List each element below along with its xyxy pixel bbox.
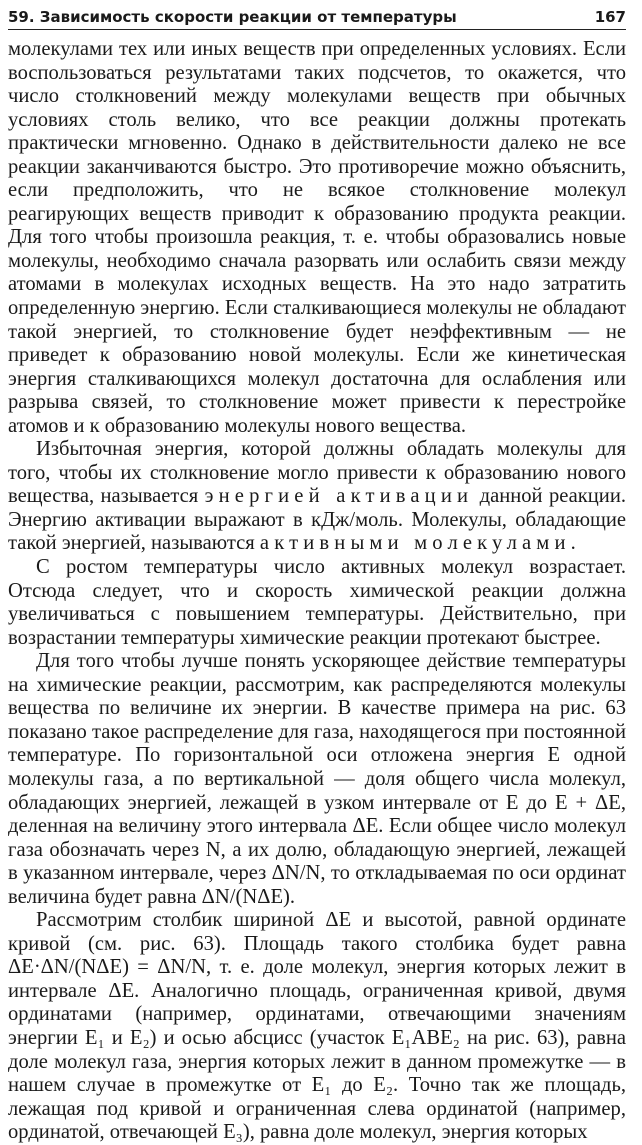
- body-text: [8, 38, 626, 1145]
- paragraph-2: [8, 438, 626, 556]
- page-number: 167: [594, 8, 626, 26]
- paragraph-4: Для того чтобы лучше понять ускоряющее действие температуры на химические реакции, рассмотрим, как распределяются молекулы вещества по величине их энергии. В качестве примера на рис. 63 показано такое распределение для газа, находящегося при постоянной температуре. По горизонтальной оси отложена энергия E одной молекулы газа, а по вертикальной — доля общего числа молекул, обладающих энергией, лежащей в узком интервале от E до E + ΔE, деленная на величину этого интервала ΔE. Если общее число молекул газа обозначать через N, а их долю, обладающую энергией, лежащей в указанном интервале, через ΔN/N, то откладываемая по оси ординат величина будет равна ΔN/(NΔE).: [8, 650, 626, 908]
- running-header: [8, 6, 626, 30]
- paragraph-5: Рассмотрим столбик шириной ΔE и высотой, равной ординате кривой (см. рис. 63). Площадь такого столбика будет равна ΔE·ΔN/(NΔE) = ΔN/N, т. е. доле молекул, энергия которых лежит в интервале ΔE. Аналогично площадь, ограниченная кривой, двумя ординатами (например, ординатами, отвечающими значениям энергии E₁ и E₂) и осью абсцисс (участок E₁ABE₂ на рис. 63), равна доле молекул газа, энергия которых лежит в данном промежутке — в нашем случае в промежутке от E₁ до E₂. Точно так же площадь, лежащая под кривой и ограниченная слева ординатой (например, ординатой, отвечающей E₃), равна доле молекул, энергия которых: [8, 909, 626, 1144]
- paragraph-2-text-b: данной реакции. Энергию активации выражают в кДж/моль. Молекулы, обладающие такой энергией, называются: [8, 485, 626, 555]
- paragraph-2-text-c: .: [570, 532, 576, 555]
- paragraph-1: молекулами тех или иных веществ при определенных условиях. Если воспользоваться результатами таких подсчетов, то окажется, что число столкновений между молекулами веществ при обычных условиях столь велико, что все реакции должны протекать практически мгновенно. Однако в действительности далеко не все реакции заканчиваются быстро. Это противоречие можно объяснить, если предположить, что не всякое столкновение молекул реагирующих веществ приводит к образованию продукта реакции. Для того чтобы произошла реакция, т. е. чтобы образовались новые молекулы, необходимо сначала разорвать или ослабить связи между атомами в молекулах исходных веществ. На это надо затратить определенную энергию. Если сталкивающиеся молекулы не обладают такой энергией, то столкновение будет неэффективным — не приведет к образованию новой молекулы. Если же кинетическая энергия сталкивающихся молекул достаточна для ослабления или разрыва связей, то столкновение может привести к перестройке атомов и к образованию молекулы нового вещества.: [8, 38, 626, 437]
- term-active-molecules: активными молекулами: [259, 532, 571, 555]
- section-title: 59. Зависимость скорости реакции от температуры: [8, 8, 457, 26]
- paragraph-3: С ростом температуры число активных молекул возрастает. Отсюда следует, что и скорость химической реакции должна увеличиваться с повышением температуры. Действительно, при возрастании температуры химические реакции протекают быстрее.: [8, 556, 626, 649]
- term-activation-energy: энергией активации: [204, 485, 474, 508]
- paragraph-2-text-a: Избыточная энергия, которой должны обладать молекулы для того, чтобы их столкновение могло привести к образованию нового вещества, называется: [8, 438, 626, 508]
